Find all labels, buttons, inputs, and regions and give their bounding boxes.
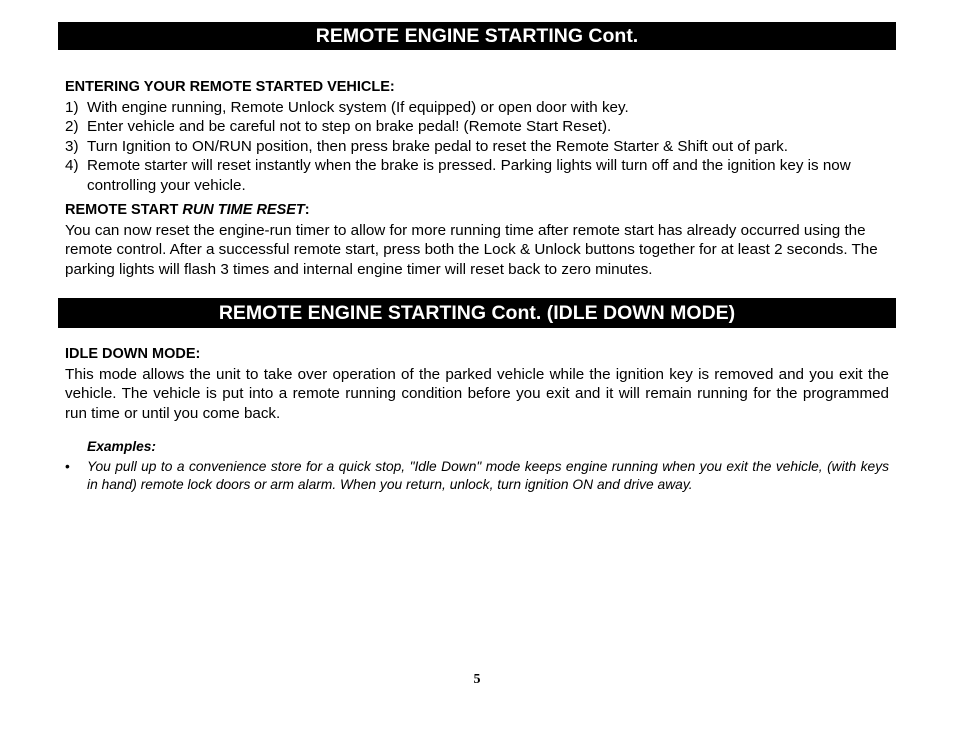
idle-down-section: [65, 345, 889, 423]
step-number: 2): [65, 118, 79, 135]
heading-prefix: REMOTE START: [65, 202, 183, 218]
entering-vehicle-heading: ENTERING YOUR REMOTE STARTED VEHICLE:: [65, 79, 395, 95]
entering-vehicle-section: [65, 78, 889, 195]
step-item: [65, 117, 889, 137]
examples-label: Examples:: [87, 439, 157, 454]
banner-title: REMOTE ENGINE STARTING Cont.: [315, 25, 639, 47]
step-text: With engine running, Remote Unlock system (If equipped) or open door with key.: [87, 98, 629, 116]
example-item: [65, 458, 889, 495]
step-item: [65, 98, 889, 118]
step-number: 3): [65, 137, 79, 155]
examples-section: [65, 438, 889, 495]
step-number: 1): [65, 98, 79, 116]
run-time-reset-heading: [65, 201, 889, 221]
step-item: [65, 156, 889, 195]
entering-vehicle-steps: [65, 98, 889, 196]
step-item: [65, 137, 889, 157]
example-text: You pull up to a convenience store for a quick stop, "Idle Down" mode keeps engine running when you exit the vehicle, (with keys in hand) remote lock doors or arm alarm. When you return, unlock, turn ignition ON and drive away.: [87, 458, 889, 492]
heading-suffix: :: [304, 202, 310, 218]
section-banner-idle-down-mode: [58, 298, 896, 328]
banner-title: REMOTE ENGINE STARTING Cont. (IDLE DOWN MODE): [218, 302, 736, 324]
idle-down-heading: IDLE DOWN MODE:: [65, 346, 201, 362]
run-time-reset-section: [65, 201, 889, 279]
step-number: 4): [65, 157, 79, 174]
bullet-icon: •: [65, 458, 70, 474]
heading-emphasis: RUN TIME RESET: [182, 202, 305, 218]
idle-down-body: This mode allows the unit to take over operation of the parked vehicle while the ignition key is removed and you exit the vehicle. The vehicle is put into a remote running condition before you exit and it will remain running for the programmed run time or until you come back.: [65, 365, 889, 422]
step-text: Turn Ignition to ON/RUN position, then press brake pedal to reset the Remote Starter & Shift out of park.: [87, 137, 788, 155]
section-banner-remote-engine-starting: [58, 22, 896, 50]
step-text: Remote starter will reset instantly when the brake is pressed. Parking lights will turn off and the ignition key is now controlling your vehicle.: [87, 157, 851, 194]
page-number: 5: [473, 672, 481, 687]
run-time-reset-body: You can now reset the engine-run timer to allow for more running time after remote start has already occurred using the remote control. After a successful remote start, press both the Lock & Unlock buttons together for at least 2 seconds. The parking lights will flash 3 times and internal engine timer will reset back to zero minutes.: [65, 221, 878, 278]
step-text: Enter vehicle and be careful not to step on brake pedal! (Remote Start Reset).: [87, 118, 612, 135]
